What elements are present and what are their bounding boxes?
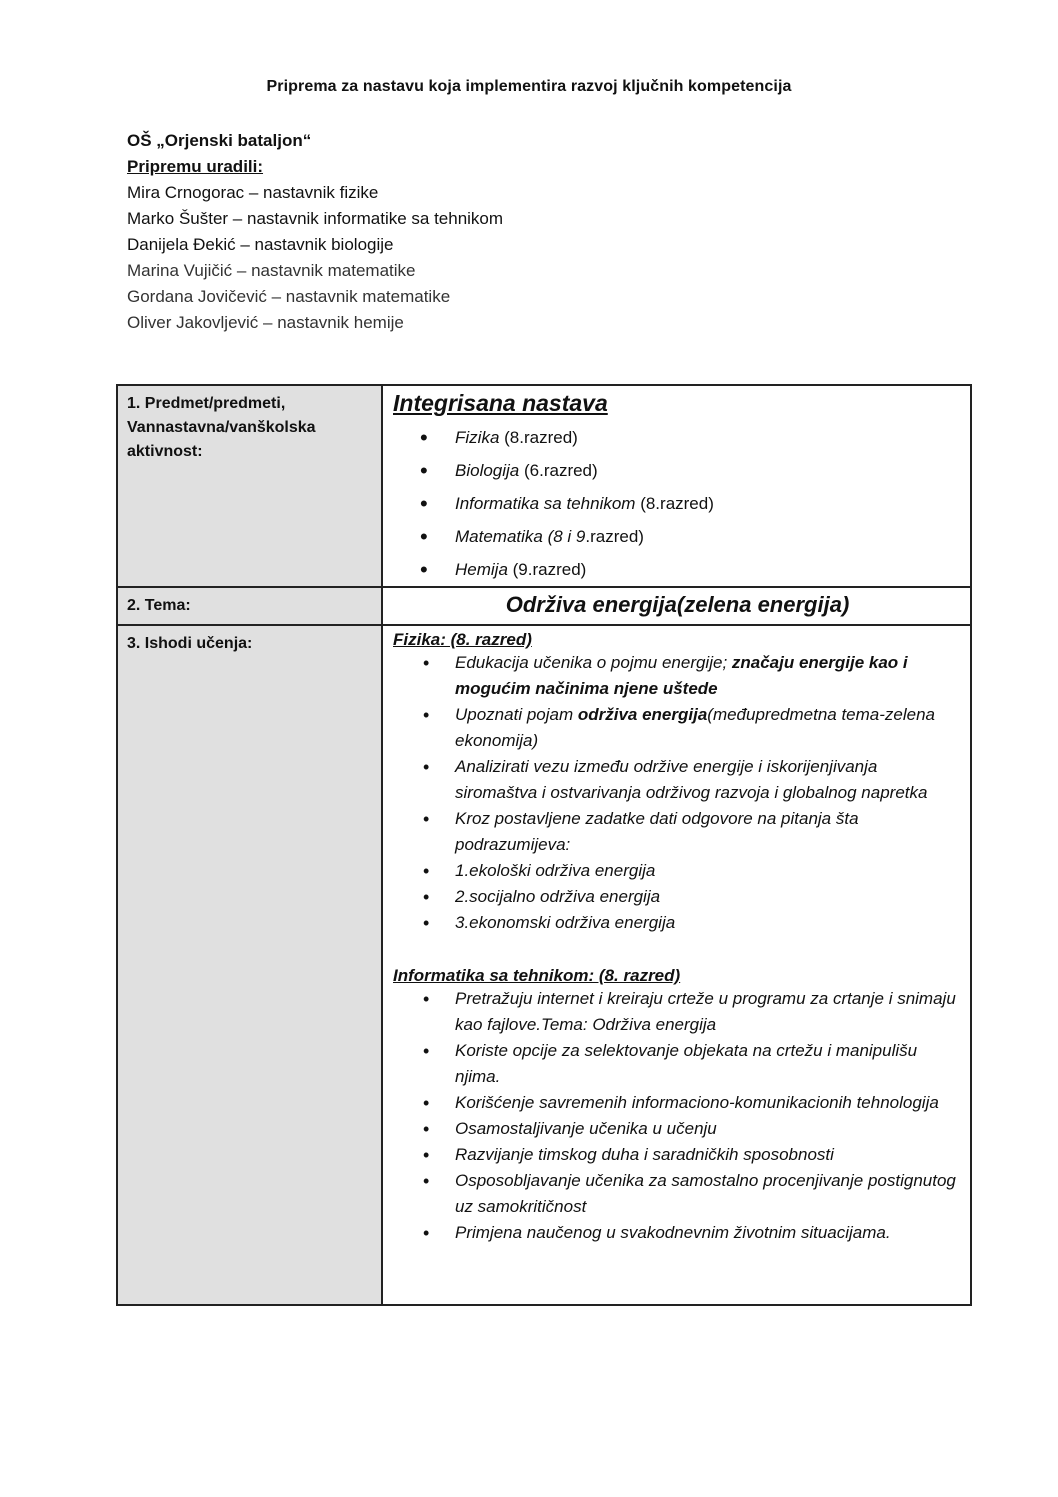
list-item: • Hemija (9.razred)	[393, 553, 962, 586]
list-item: • 2.socijalno održiva energija	[393, 884, 962, 910]
outcomes-cell	[382, 625, 971, 1305]
physics-outcomes-list	[393, 650, 962, 936]
informatics-heading: Informatika sa tehnikom: (8. razred)	[393, 966, 681, 985]
author-4: Marina Vujičić – nastavnik matematike	[127, 261, 416, 280]
theme-cell	[382, 587, 971, 625]
table-row-subjects	[117, 385, 971, 587]
author-3: Danijela Đekić – nastavnik biologije	[127, 235, 394, 254]
list-item: • Fizika (8.razred)	[393, 421, 962, 454]
list-item: • Primjena naučenog u svakodnevnim životnim situacijama.	[393, 1220, 962, 1246]
document-title: Priprema za nastavu koja implementira razvoj ključnih kompetencija	[266, 78, 792, 95]
school-name: OŠ „Orjenski bataljon“	[127, 131, 312, 150]
list-item: • Pretražuju internet i kreiraju crteže u programu za crtanje i snimaju kao fajlove.Tema: Održiva energija	[393, 986, 962, 1038]
list-item: • Kroz postavljene zadatke dati odgovore na pitanja šta podrazumijeva:	[393, 806, 962, 858]
list-item: • Upoznati pojam održiva energija(međupredmetna tema-zelena ekonomija)	[393, 702, 962, 754]
author-6: Oliver Jakovljević – nastavnik hemije	[127, 313, 404, 332]
list-item: • Korišćenje savremenih informaciono-komunikacionih tehnologija	[393, 1090, 962, 1116]
list-item: • Edukacija učenika o pojmu energije; značaju energije kao i mogućim načinima njene uštede	[393, 650, 962, 702]
list-item: • Biologija (6.razred)	[393, 454, 962, 487]
header-block	[127, 128, 503, 336]
row-label-theme: 2. Tema:	[117, 587, 382, 625]
informatics-outcomes-list	[393, 986, 962, 1246]
list-item: • Informatika sa tehnikom (8.razred)	[393, 487, 962, 520]
list-item: • Osposobljavanje učenika za samostalno procenjivanje postignutog uz samokritičnost	[393, 1168, 962, 1220]
table-row-outcomes	[117, 625, 971, 1305]
list-item: • Razvijanje timskog duha i saradničkih sposobnosti	[393, 1142, 962, 1168]
subjects-cell	[382, 385, 971, 587]
physics-heading: Fizika: (8. razred)	[393, 630, 532, 649]
subjects-list	[393, 421, 962, 586]
author-5: Gordana Jovičević – nastavnik matematike	[127, 287, 451, 306]
lesson-table	[116, 384, 972, 1306]
author-2: Marko Šušter – nastavnik informatike sa tehnikom	[127, 209, 504, 228]
list-item: • Koriste opcije za selektovanje objekata na crtežu i manipulišu njima.	[393, 1038, 962, 1090]
list-item: • Matematika (8 i 9.razred)	[393, 520, 962, 553]
row-label-outcomes: 3. Ishodi učenja:	[117, 625, 382, 1305]
table-row-theme	[117, 587, 971, 625]
author-1: Mira Crnogorac – nastavnik fizike	[127, 183, 379, 202]
list-item: • 3.ekonomski održiva energija	[393, 910, 962, 936]
integrated-teaching-heading: Integrisana nastava	[393, 390, 608, 416]
prepared-by-label: Pripremu uradili:	[127, 157, 264, 176]
theme-text: Održiva energija(zelena energija)	[505, 592, 850, 617]
list-item: • Osamostaljivanje učenika u učenju	[393, 1116, 962, 1142]
list-item: • 1.ekološki održiva energija	[393, 858, 962, 884]
row-label-subjects: 1. Predmet/predmeti, Vannastavna/vanškolska aktivnost:	[117, 385, 382, 587]
list-item: • Analizirati vezu između održive energije i iskorijenjivanja siromaštva i ostvarivanja održivog razvoja i globalnog napretka	[393, 754, 962, 806]
